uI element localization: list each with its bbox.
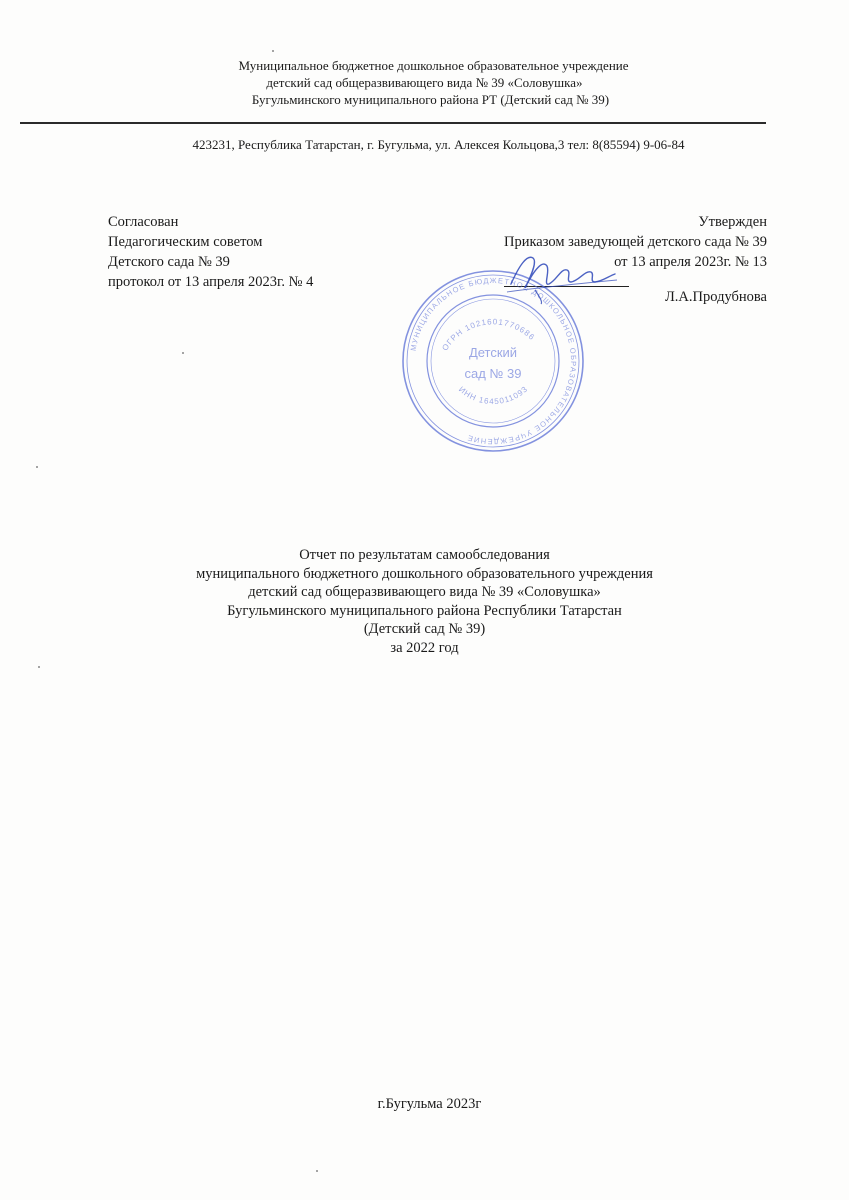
title-line-5: (Детский сад № 39)	[363, 621, 486, 637]
scan-speck	[36, 466, 38, 468]
city-year: г.Бугульма 2023г	[377, 1096, 482, 1112]
approved-order: Приказом заведующей детского сада № 39	[503, 234, 767, 250]
scan-speck	[182, 352, 184, 354]
approved-title: Утвержден	[698, 214, 767, 230]
title-line-3: детский сад общеразвивающего вида № 39 «Соловушка»	[248, 584, 601, 600]
header-line-2: детский сад общеразвивающего вида № 39 «Соловушка»	[266, 75, 583, 90]
report-title	[0, 546, 849, 657]
title-line-1: Отчет по результатам самообследования	[299, 547, 550, 563]
handwritten-signature	[505, 246, 620, 306]
stamp-center-line-2: сад № 39	[464, 366, 522, 381]
scan-speck	[316, 1170, 318, 1172]
agreed-protocol: протокол от 13 апреля 2023г. № 4	[108, 274, 314, 290]
header-line-3: Бугульминского муниципального района РТ (Детский сад № 39)	[251, 92, 610, 107]
organization-header	[0, 57, 849, 108]
stamp-ring-text: МУНИЦИПАЛЬНОЕ БЮДЖЕТНОЕ ДОШКОЛЬНОЕ ОБРАЗОВАТЕЛЬНОЕ УЧРЕЖДЕНИЕ	[408, 275, 579, 447]
signer-name: Л.А.Продубнова	[664, 289, 767, 305]
agreed-kindergarten: Детского сада № 39	[108, 254, 230, 270]
header-line-1: Муниципальное бюджетное дошкольное образовательное учреждение	[238, 58, 629, 73]
stamp-ogrn: ОГРН 1021601770686	[440, 317, 537, 353]
title-line-2: муниципального бюджетного дошкольного образовательного учреждения	[196, 565, 653, 582]
agreed-council: Педагогическим советом	[108, 234, 263, 250]
agreed-block	[108, 212, 313, 292]
stamp-center-line-1: Детский	[468, 345, 518, 360]
organization-address: 423231, Республика Татарстан, г. Бугульма, ул. Алексея Кольцова,3 тел: 8(85594) 9-06-84	[192, 137, 685, 152]
title-line-6: за 2022 год	[390, 639, 459, 656]
agreed-title: Согласован	[108, 214, 179, 230]
header-divider	[20, 122, 766, 124]
title-line-4: Бугульминского муниципального района Республики Татарстан	[227, 602, 622, 619]
stamp-inn: ИНН 1645011093	[456, 384, 530, 407]
approved-date: от 13 апреля 2023г. № 13	[614, 254, 767, 270]
scan-speck	[272, 50, 274, 52]
scan-speck	[38, 666, 40, 668]
